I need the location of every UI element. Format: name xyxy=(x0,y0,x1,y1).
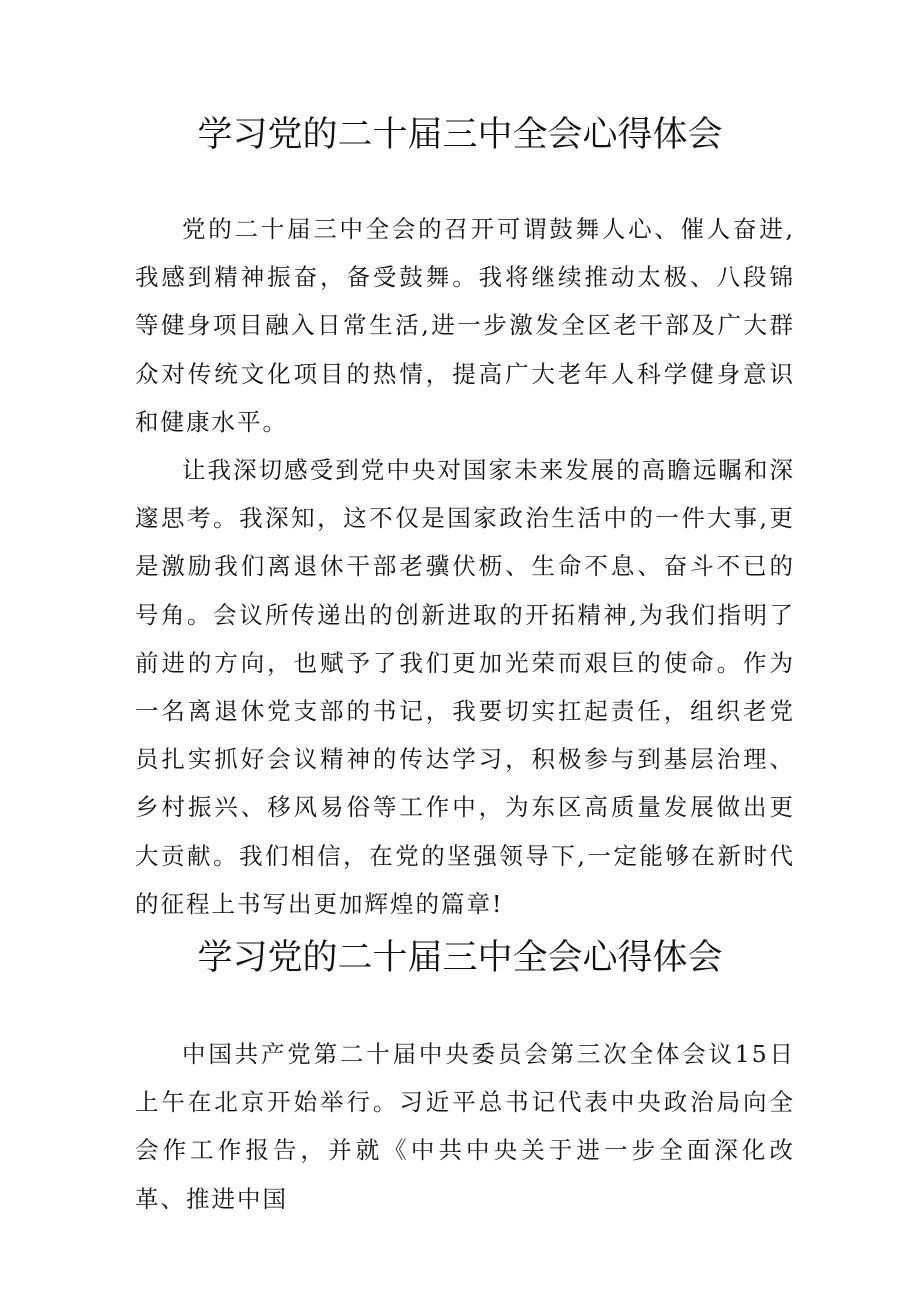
article-2-paragraph-1: 中国共产党第二十届中央委员会第三次全体会议15日上午在北京开始举行。习近平总书记代表中央政治局向全会作工作报告，并就《中共中央关于进一步全面深化改革、推进中国 xyxy=(135,1040,795,1213)
article-1-paragraph-1: 党的二十届三中全会的召开可谓鼓舞人心、催人奋进,我感到精神振奋，备受鼓舞。我将继续推动太极、八段锦等健身项目融入日常生活,进一步激发全区老干部及广大群众对传统文化项目的热情，提高广大老年人科学健身意识和健康水平。 xyxy=(135,215,795,436)
article-1-title: 学习党的二十届三中全会心得体会 xyxy=(197,115,723,155)
article-1-body xyxy=(135,205,795,928)
article-2-title: 学习党的二十届三中全会心得体会 xyxy=(197,938,723,978)
article-1-paragraph-2: 让我深切感受到党中央对国家未来发展的高瞻远瞩和深邃思考。我深知，这不仅是国家政治生活中的一件大事,更是激励我们离退休干部老骥伏枥、生命不息、奋斗不已的号角。会议所传递出的创新进取的开拓精神,为我们指明了前进的方向，也赋予了我们更加光荣而艰巨的使命。作为一名离退休党支部的书记，我要切实扛起责任，组织老党员扎实抓好会议精神的传达学习，积极参与到基层治理、乡村振兴、移风易俗等工作中，为东区高质量发展做出更大贡献。我们相信，在党的坚强领导下,一定能够在新时代的征程上书写出更加辉煌的篇章! xyxy=(135,456,795,918)
article-2-body xyxy=(135,1030,795,1223)
